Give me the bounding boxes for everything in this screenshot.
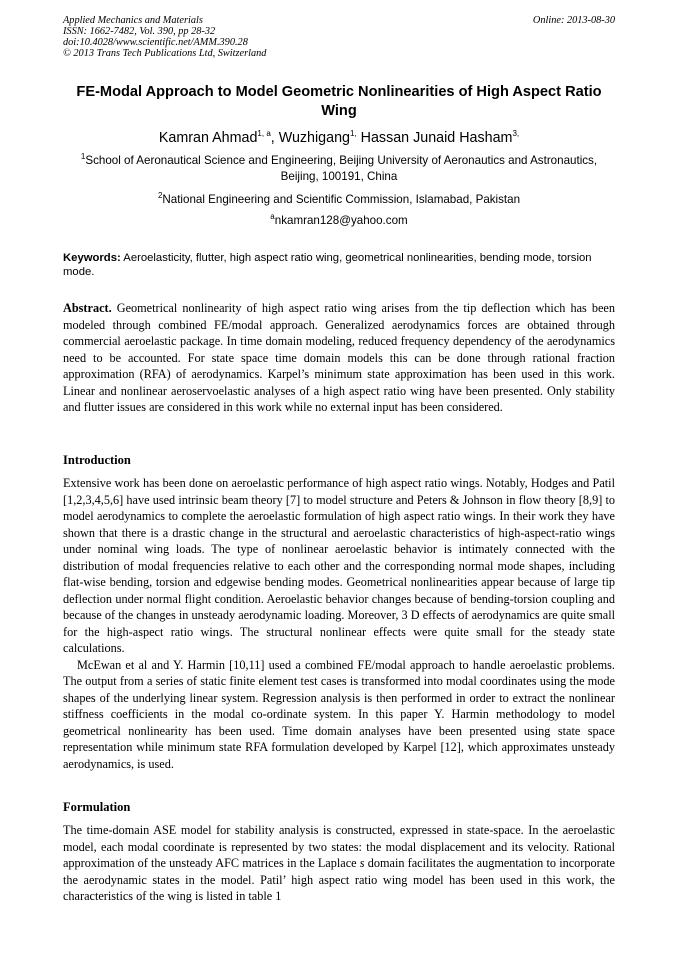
author-name: Kamran Ahmad [158, 130, 258, 146]
online-date: Online: 2013-08-30 [532, 15, 615, 26]
email-marker: a [270, 212, 275, 222]
paragraph: The time-domain ASE model for stability analysis is constructed, expressed in state-space. In the aeroelastic model, each modal coordinate is represented by two states: the modal displacement and its velocity. Rational approximation of the unsteady AFC matrices in the Laplace s domain facilitates the augmentation to incorporate the aerodynamic states in the model. Patil’ high aspect ratio wing model has been used in this work, the characteristics of the wing is listed in table 1 [63, 823, 615, 903]
copyright-line: © 2013 Trans Tech Publications Ltd, Switzerland [63, 48, 267, 59]
author-name: Wuzhigang [278, 130, 350, 146]
author-email [63, 213, 615, 229]
affiliation-text: National Engineering and Scientific Commission, Islamabad, Pakistan [162, 193, 521, 206]
keywords [63, 251, 615, 279]
abstract-label: Abstract. [63, 301, 112, 315]
affiliation-1 [63, 153, 615, 185]
affiliation-text: School of Aeronautical Science and Engineering, Beijing University of Aeronautics and Astronautics, Beijing, 100191, China [85, 154, 598, 183]
abstract-text: Geometrical nonlinearity of high aspect ratio wing arises from the tip deflection which has been modeled through combined FE/modal approach. Generalized aerodynamics forces are obtained through commercial aeroelastic package. In time domain modeling, reduced frequency dependency of the aerodynamics need to be accounted. For state space time domain models this can be done through rational fraction approximation (RFA) of aerodynamics. Karpel’s minimum state approximation has been used in this work. Linear and nonlinear aeroservoelastic analyses of a high aspect ratio wing have been presented. Only stability and flutter issues are considered in this work while no external input has been considered. [63, 301, 615, 414]
affiliation-marker: 2 [157, 191, 163, 201]
issn-line: ISSN: 1662-7482, Vol. 390, pp 28-32 [63, 26, 216, 37]
paper-title: FE-Modal Approach to Model Geometric Nonlinearities of High Aspect Ratio Wing [76, 84, 602, 119]
journal-name: Applied Mechanics and Materials [63, 15, 203, 26]
formulation-body [63, 822, 615, 905]
affiliation-marker: 1 [80, 152, 86, 162]
affiliation-2 [63, 192, 615, 208]
author-superscript: 1, a [257, 129, 271, 139]
email-text: nkamran128@yahoo.com [274, 214, 408, 227]
author-name: Hassan Junaid Hasham [360, 130, 513, 146]
introduction-body [63, 475, 615, 772]
abstract [63, 300, 615, 416]
journal-header [63, 15, 615, 59]
paragraph: Extensive work has been done on aeroelastic performance of high aspect ratio wings. Notably, Hodges and Patil [1,2,3,4,5,6] have used intrinsic beam theory [7] to model structure and Peters & Johnson in flow theory [8,9] to model aerodynamics to complete the aeroelastic formulation of high aspect ratio wings. In their work they have shown that there is a drastic change in the structural and aeroelastic characteristics of high-aspect-ratio wings under nominal wing loads. The type of nonlinear aeroelastic behavior is intimately connected with the distribution of modal frequencies relative to each other and the corresponding normal mode shapes, including flat-wise bending, torsion and edgewise bending modes. Geometrical nonlinearities appear because of large tip deflection under normal flight condition. Aeroelastic behavior changes because of bending-torsion coupling and because of the changes in unsteady aerodynamic loading. Moreover, 3 D effects of aerodynamics are quite small for the high-aspect ratio wings. The structural nonlinear effects were quite small for the steady state calculations. [63, 476, 615, 655]
section-heading-introduction: Introduction [63, 453, 131, 467]
keywords-text: Aeroelasticity, flutter, high aspect ratio wing, geometrical nonlinearities, bending mode, torsion mode. [63, 252, 592, 278]
doi-line: doi:10.4028/www.scientific.net/AMM.390.28 [63, 37, 248, 48]
author-list: Kamran Ahmad$^{1, a}$, Wuzhigang$^{1,}$ Hassan Junaid Hasham$^{3,}$ [158, 129, 520, 146]
author-superscript: 1, [350, 129, 357, 139]
keywords-label: Keywords: [63, 252, 121, 264]
author-superscript: 3, [512, 129, 520, 139]
laplace-variable: s [359, 856, 365, 870]
paragraph: McEwan et al and Y. Harmin [10,11] used a combined FE/modal approach to handle aeroelastic problems. The output from a series of static finite element test cases is transformed into modal coordinates using the mode shapes of the underlying linear system. Regression analysis is then performed in order to extract the nonlinear stiffness coefficients in the modal co-ordinate system. In this paper Y. Harmin methodology to model geometrical nonlinearity has been used. Time domain analyses have been presented using state space representation while minimum state RFA formulation developed by Karpel [12], which approximates unsteady aerodynamics, is used. [63, 657, 615, 771]
section-heading-formulation: Formulation [63, 800, 131, 814]
